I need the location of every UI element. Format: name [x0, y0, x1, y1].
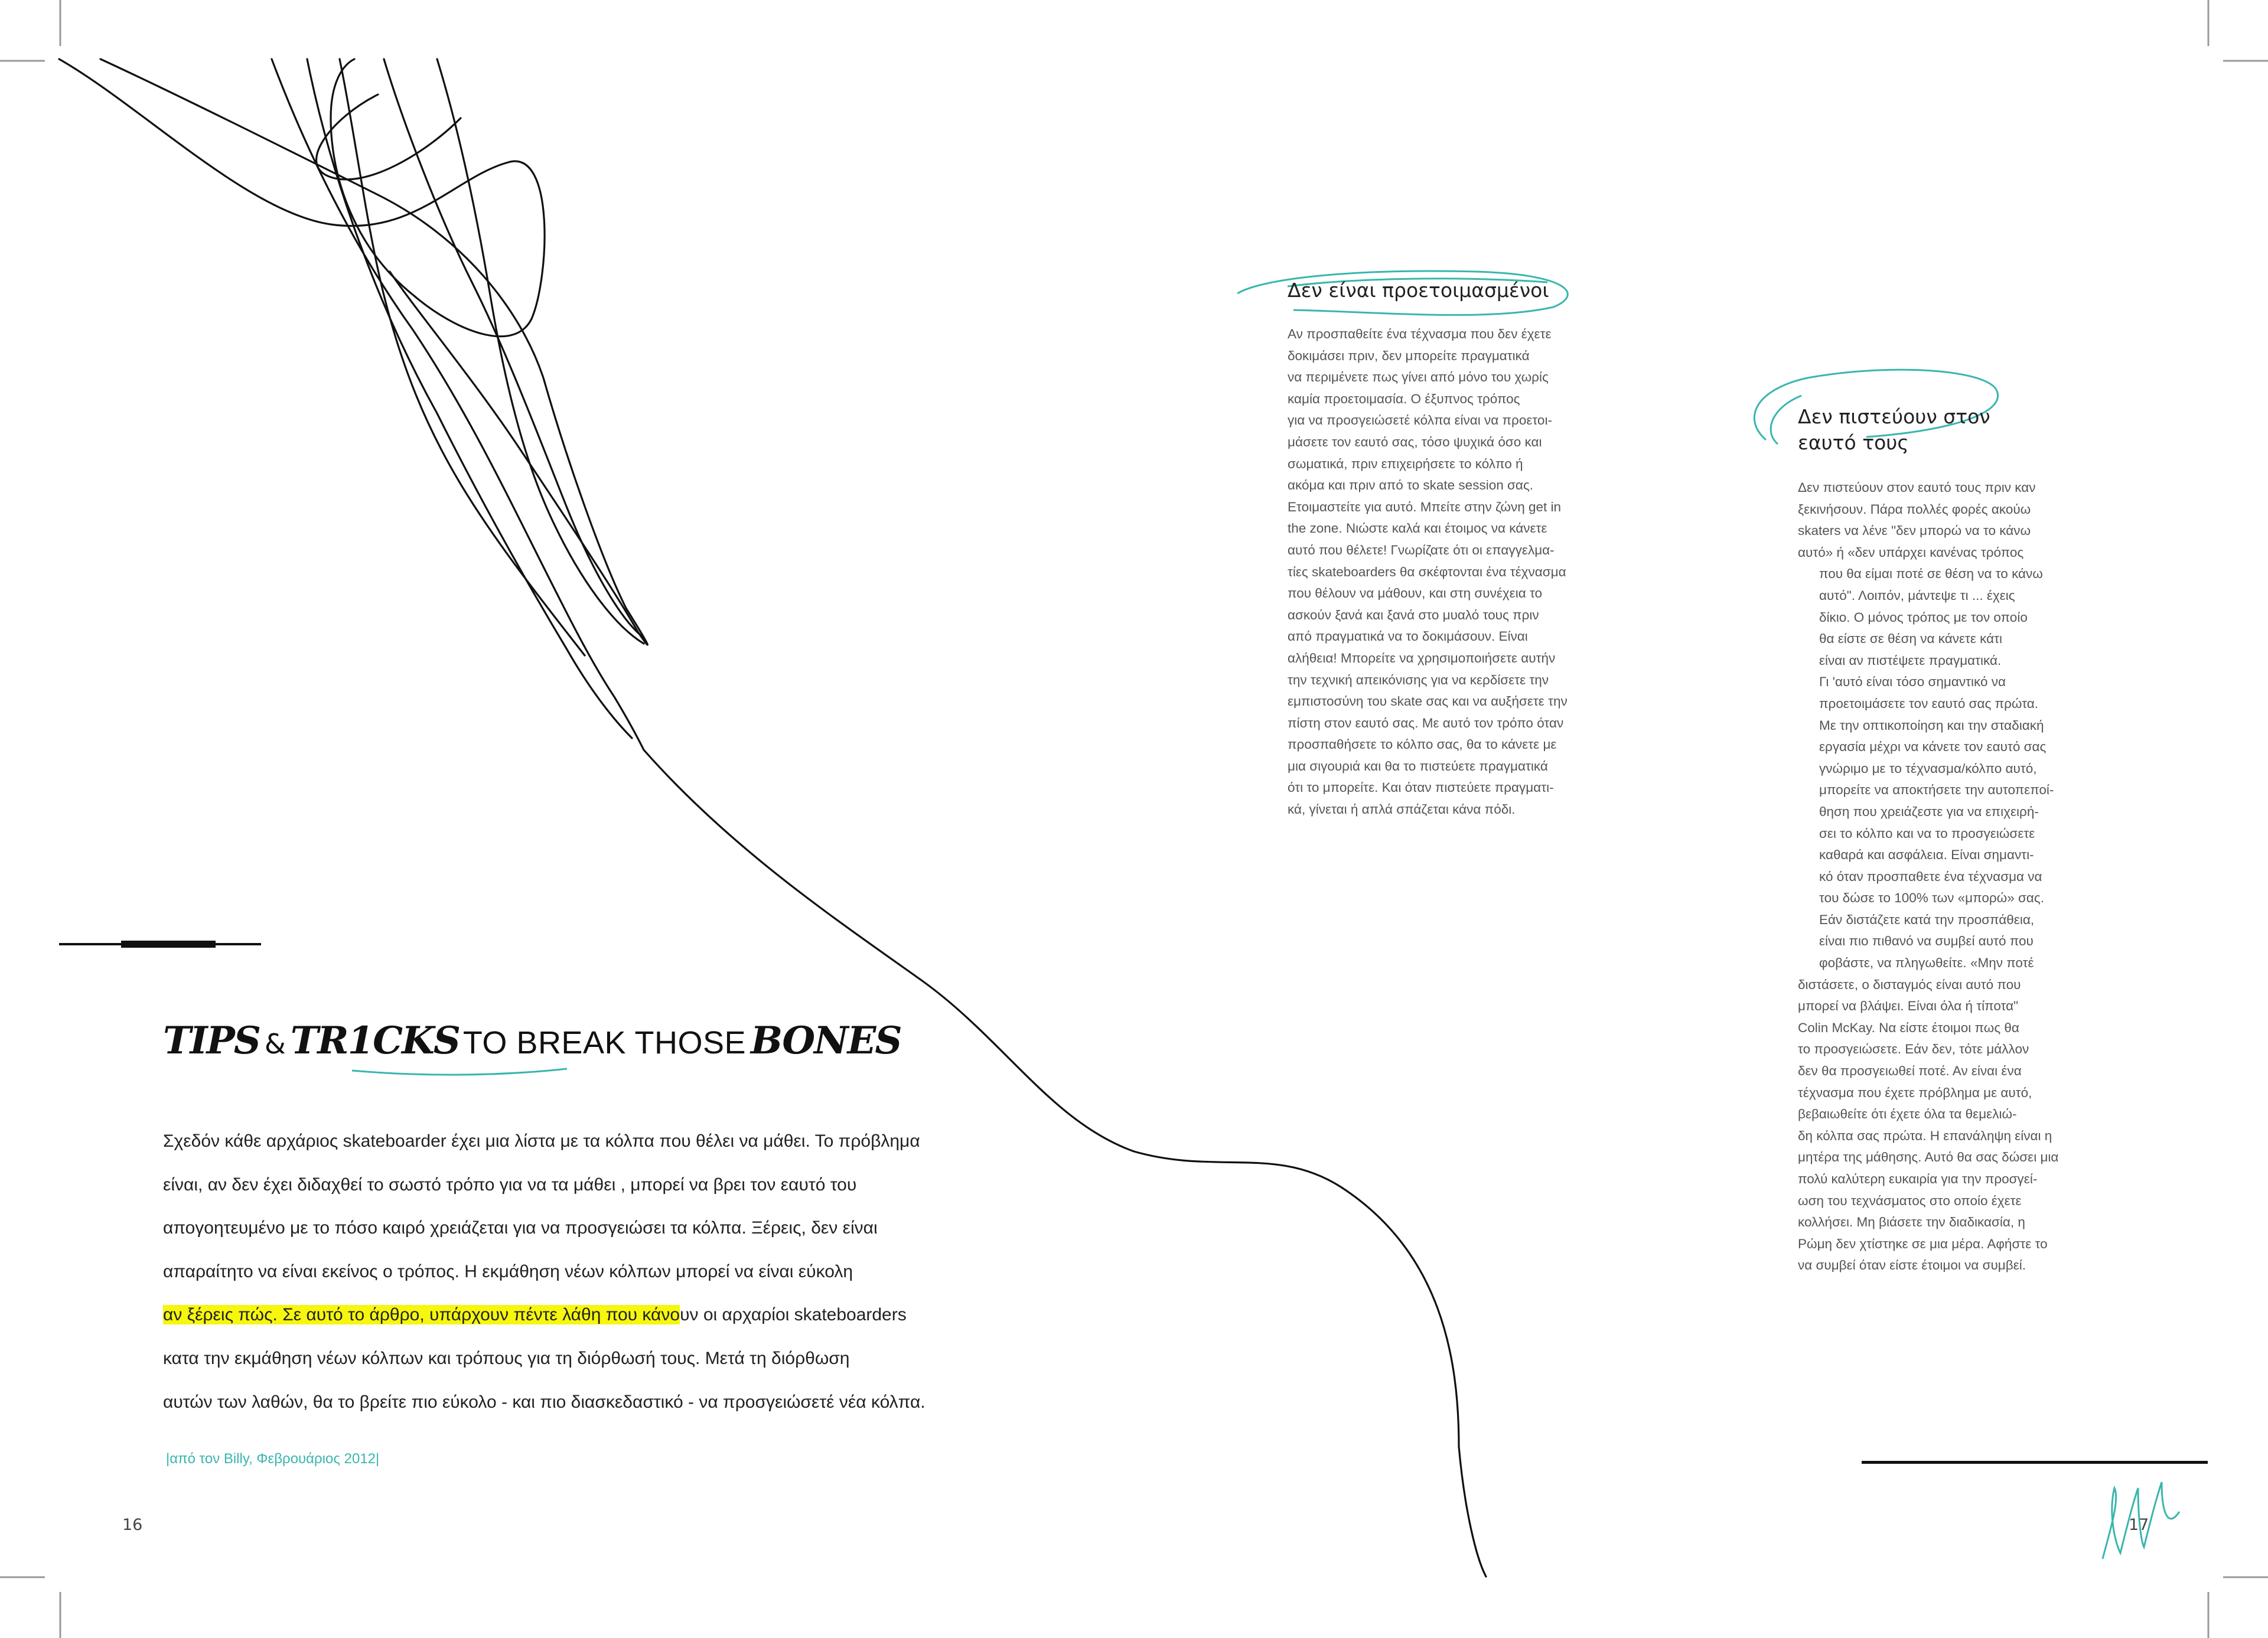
section2-line: προετοιμάσετε τον εαυτό σας πρώτα.	[1819, 696, 2038, 711]
author-credit: |από τον Billy, Φεβρουάριος 2012|	[166, 1451, 380, 1467]
section1-line: εμπιστοσύνη του skate σας και να αυξήσετε την	[1288, 694, 1568, 709]
section1-line: πίστη στον εαυτό σας. Με αυτό τον τρόπο όταν	[1288, 715, 1564, 730]
article-title	[163, 1019, 901, 1072]
section2-heading-line2: εαυτό τους	[1798, 431, 1909, 454]
section2-line: το προσγειώσετε. Εάν δεν, τότε μάλλον	[1798, 1042, 2029, 1057]
intro-line-highlighted	[163, 1293, 1002, 1337]
section1-line: ότι το μπορείτε. Και όταν πιστεύετε πραγματι-	[1288, 780, 1554, 795]
section2-line: Colin McKay. Να είστε έτοιμοι πως θα	[1798, 1020, 2019, 1035]
section1-line: σωματικά, πριν επιχειρήσετε το κόλπο ή	[1288, 456, 1523, 471]
intro-line: Σχεδόν κάθε αρχάριος skateboarder έχει μια λίστα με τα κόλπα που θέλει να μάθει. Το πρόβλημα	[163, 1131, 920, 1151]
section2-line: να συμβεί όταν είστε έτοιμοι να συμβεί.	[1798, 1258, 2026, 1273]
section2-line: θηση που χρειάζεστε για να επιχειρή-	[1819, 804, 2039, 819]
section2-line: του δώσε το 100% των «μπορώ» σας.	[1819, 890, 2044, 906]
section2-line: τέχνασμα που έχετε πρόβλημα με αυτό,	[1798, 1085, 2032, 1100]
section2-line: ξεκινήσουν. Πάρα πολλές φορές ακούω	[1798, 501, 2031, 517]
section1-body	[1288, 324, 1568, 821]
section1-line: να περιμένετε πως γίνει από μόνο του χωρίς	[1288, 370, 1549, 385]
section2-line: καθαρά και ασφάλεια. Είναι σημαντι-	[1819, 847, 2034, 863]
intro-paragraph	[163, 1120, 1002, 1424]
section1-line: Αν προσπαθείτε ένα τέχνασμα που δεν έχετε	[1288, 327, 1552, 341]
section2-line: εργασία μέχρι να κάνετε τον εαυτό σας	[1819, 739, 2047, 755]
section2-heading-line1: Δεν πιστεύουν στον	[1798, 405, 1990, 428]
section1-line: the zone. Νιώστε καλά και έτοιμος να κάνετε	[1288, 521, 1547, 536]
section1-line: που θέλουν να μάθουν, και στη συνέχεια το	[1288, 586, 1543, 601]
section1-line: δοκιμάσει πριν, δεν μπορείτε πραγματικά	[1288, 348, 1530, 363]
section1-line: μάσετε τον εαυτό σας, τόσο ψυχικά όσο και	[1288, 434, 1542, 449]
section1-line: αυτό που θέλετε! Γνωρίζατε ότι οι επαγγελμα-	[1288, 542, 1555, 557]
intro-line: αυτών των λαθών, θα το βρείτε πιο εύκολο - και πιο διασκεδαστικό - να προσγειώσετέ νέα κόλπα.	[163, 1392, 926, 1412]
section2-line: αυτό» ή «δεν υπάρχει κανένας τρόπος	[1798, 544, 2024, 560]
section1-line: για να προσγειώσετέ κόλπα είναι να προετοι-	[1288, 413, 1552, 428]
section2-line: μητέρα της μάθησης. Αυτό θα σας δώσει μια	[1798, 1150, 2059, 1165]
title-middle: TO BREAK THOSE	[462, 1025, 747, 1061]
section2-line: διστάσετε, ο δισταγμός είναι αυτό που	[1798, 977, 2021, 992]
section2-line: skaters να λένε "δεν μπορώ να το κάνω	[1798, 523, 2031, 539]
highlighted-text: αν ξέρεις πώς. Σε αυτό το άρθρο, υπάρχουν πέντε λάθη που κάνο	[163, 1305, 680, 1325]
section2-line: Δεν πιστεύουν στον εαυτό τους πριν καν	[1798, 480, 2036, 495]
section2-body	[1798, 477, 2058, 1277]
section2-line: μπορεί να βλάψει. Είναι όλα ή τίποτα"	[1798, 999, 2019, 1014]
intro-line: απαραίτητο να είναι εκείνος ο τρόπος. Η εκμάθηση νέων κόλπων μπορεί να είναι εύκολη	[163, 1261, 853, 1281]
section2-line: σει το κόλπο και να το προσγειώσετε	[1819, 825, 2035, 841]
title-tips: TIPS	[163, 1019, 260, 1063]
section2-line: βεβαιωθείτε ότι έχετε όλα τα θεμελιώ-	[1798, 1107, 2017, 1122]
section2-line: ωση του τεχνάσματος στο οποίο έχετε	[1798, 1193, 2022, 1208]
section1-line: ασκούν ξανά και ξανά στο μυαλό τους πριν	[1288, 607, 1539, 622]
section2-line: Εάν διστάζετε κατά την προσπάθεια,	[1819, 912, 2035, 927]
page-number-right: 17	[2129, 1516, 2149, 1534]
intro-line: κατα την εκμάθηση νέων κόλπων και τρόπους για τη διόρθωσή τους. Μετά τη διόρθωση	[163, 1348, 850, 1368]
right-rule	[1862, 1461, 2208, 1464]
section1-line: από πραγματικά να το δοκιμάσουν. Είναι	[1288, 629, 1528, 644]
section1-line: καμία προετοιμασία. Ο έξυπνος τρόπος	[1288, 391, 1520, 406]
section1-line: ακόμα και πριν από το skate session σας.	[1288, 478, 1533, 493]
section1-line: αλήθεια! Μπορείτε να χρησιμοποιήσετε αυτήν	[1288, 650, 1556, 665]
section2-heading	[1798, 404, 1990, 456]
title-bones: BONES	[751, 1019, 901, 1063]
intro-line: απογοητευμένο με το πόσο καιρό χρειάζεται για να προσγειώσει τα κόλπα. Ξέρεις, δεν είναι	[163, 1218, 878, 1238]
page-number-left: 16	[122, 1516, 143, 1534]
section2-line: είναι πιο πιθανό να συμβεί αυτό που	[1819, 934, 2034, 949]
section2-line: δίκιο. Ο μόνος τρόπος με τον οποίο	[1819, 609, 2028, 625]
section1-heading: Δεν είναι προετοιμασμένοι	[1288, 279, 1549, 302]
left-rule-thick	[121, 941, 216, 948]
section2-line: Γι 'αυτό είναι τόσο σημαντικό να	[1819, 674, 2006, 690]
section1-line: Ετοιμαστείτε για αυτό. Μπείτε στην ζώνη get in	[1288, 499, 1562, 514]
section1-line: μια σιγουριά και θα το πιστεύετε πραγματικά	[1288, 758, 1548, 774]
section2-line: θα είστε σε θέση να κάνετε κάτι	[1819, 631, 2003, 647]
section2-line: φοβάστε, να πληγωθείτε. «Μην ποτέ	[1819, 955, 2034, 971]
after-highlight-text: υν οι αρχαρίοι skateboarders	[680, 1305, 907, 1325]
section2-line: Με την οπτικοποίηση και την σταδιακή	[1819, 717, 2044, 733]
section1-line: την τεχνική απεικόνισης για να κερδίσετε την	[1288, 672, 1549, 687]
title-tricks: TR1CKS	[290, 1019, 460, 1063]
section2-line: κολλήσει. Μη βιάσετε την διαδικασία, η	[1798, 1215, 2025, 1230]
section2-line: αυτό". Λοιπόν, μάντεψε τι ... έχεις	[1819, 588, 2015, 603]
section2-line: γνώριμο με το τέχνασμα/κόλπο αυτό,	[1819, 761, 2037, 776]
section2-line: πολύ καλύτερη ευκαιρία για την προσγεί-	[1798, 1172, 2038, 1186]
section1-line: κά, γίνεται ή απλά σπάζεται κάνα πόδι.	[1288, 802, 1516, 817]
section2-line: κό όταν προσπαθετε ένα τέχνασμα να	[1819, 869, 2042, 884]
section2-line: μπορείτε να αποκτήσετε την αυτοπεποί-	[1819, 782, 2054, 798]
section1-line: προσπαθήσετε το κόλπο σας, θα το κάνετε με	[1288, 737, 1557, 752]
intro-line: είναι, αν δεν έχει διδαχθεί το σωστό τρόπο για να τα μάθει , μπορεί να βρει τον εαυτό του	[163, 1174, 857, 1195]
section2-line: είναι αν πιστέψετε πραγματικά.	[1819, 652, 2002, 668]
section2-line: που θα είμαι ποτέ σε θέση να το κάνω	[1819, 566, 2043, 582]
title-ampersand: &	[264, 1028, 286, 1060]
section2-line: δη κόλπα σας πρώτα. Η επανάληψη είναι η	[1798, 1128, 2052, 1143]
section2-line: Ρώμη δεν χτίστηκε σε μια μέρα. Αφήστε το	[1798, 1236, 2048, 1251]
section2-line: δεν θα προσγειωθεί ποτέ. Αν είναι ένα	[1798, 1063, 2022, 1079]
section1-line: τίες skateboarders θα σκέφτονται ένα τέχνασμα	[1288, 564, 1566, 579]
